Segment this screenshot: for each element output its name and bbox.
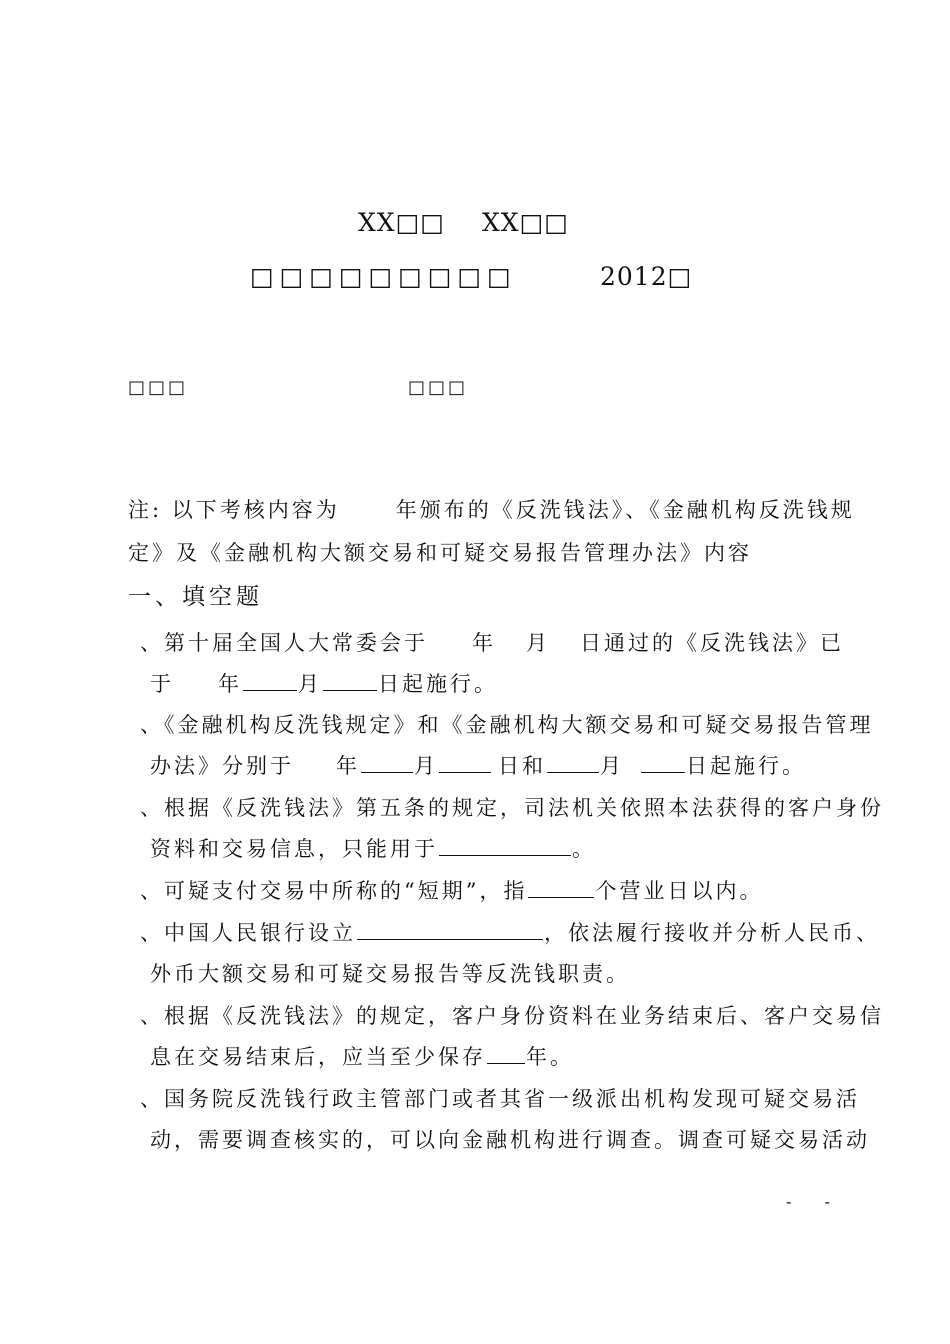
- q5-text-b: ，依法履行接收并分析人民币、: [544, 921, 880, 945]
- q2-blank-day-2[interactable]: [641, 750, 685, 773]
- q5-blank-institution[interactable]: [357, 917, 543, 940]
- q6-text-b: 息在交易结束后，应当至少保存: [150, 1045, 486, 1069]
- q1-text-b: 年: [472, 631, 496, 655]
- question-4-line1: [140, 875, 763, 905]
- info-field-name: □□□: [128, 377, 189, 398]
- q2-blank-month-2[interactable]: [547, 750, 599, 773]
- q4-text-b: 个营业日以内。: [595, 879, 764, 903]
- info-field-score: □□□: [408, 377, 469, 398]
- note-line1: [128, 494, 855, 524]
- title-line1-left: XX□□: [358, 208, 445, 237]
- q3-text-b: 资料和交易信息，只能用于: [150, 837, 438, 861]
- q3-text-c: 。: [572, 837, 596, 861]
- q1-text-e: 于: [150, 672, 174, 696]
- question-7-line2: 动，需要调查核实的，可以向金融机构进行调查。调查可疑交易活动: [150, 1128, 870, 1152]
- title-line2-left: □□□□□□□□□: [250, 262, 517, 291]
- q1-text-c: 月: [526, 631, 550, 655]
- q6-blank-years[interactable]: [487, 1041, 525, 1064]
- note-line1-text-a: 注: 以下考核内容为: [128, 498, 340, 522]
- question-7-line1: 、国务院反洗钱行政主管部门或者其省一级派出机构发现可疑交易活: [140, 1087, 860, 1111]
- title-line2-year: 2012□: [600, 262, 693, 291]
- q1-text-d: 日通过的《反洗钱法》已: [580, 631, 844, 655]
- q1-text-f: 年: [218, 672, 242, 696]
- note-line2: 定》及《金融机构大额交易和可疑交易报告管理办法》内容: [128, 541, 752, 565]
- q2-blank-month-1[interactable]: [361, 750, 413, 773]
- q2-text-f: 月: [600, 754, 624, 778]
- note-line1-text-b: 年颁布的《反洗钱法》、《金融机构反洗钱规: [395, 498, 855, 522]
- q3-blank-purpose[interactable]: [439, 833, 571, 856]
- question-1-line1: [140, 627, 844, 657]
- title-line1-right: XX□□: [482, 208, 569, 237]
- q4-text-a: 、可疑支付交易中所称的“短期”，指: [140, 879, 528, 903]
- q2-blank-day-1[interactable]: [439, 750, 491, 773]
- q2-text-b: 办法》分别于: [150, 754, 294, 778]
- q5-text-a: 、中国人民银行设立: [140, 921, 356, 945]
- question-2-line1: 、《金融机构反洗钱规定》和《金融机构大额交易和可疑交易报告管理: [140, 713, 874, 737]
- question-1-line2: [150, 668, 498, 698]
- question-3-line2: [150, 833, 596, 863]
- question-5-line1: [140, 917, 880, 947]
- q2-text-e: 日和: [498, 754, 546, 778]
- q1-blank-day[interactable]: [323, 668, 377, 691]
- question-2-line2: [150, 750, 806, 780]
- q1-text-g: 月: [298, 672, 322, 696]
- question-6-line2: [150, 1041, 574, 1071]
- q1-text-h: 日起施行。: [378, 672, 498, 696]
- q2-text-d: 月: [414, 754, 438, 778]
- q2-text-c: 年: [336, 754, 360, 778]
- q2-text-g: 日起施行。: [686, 754, 806, 778]
- q1-text-a: 、第十届全国人大常委会于: [140, 631, 428, 655]
- question-3-line1: 、根据《反洗钱法》第五条的规定，司法机关依照本法获得的客户身份: [140, 796, 884, 820]
- q6-text-c: 年。: [526, 1045, 574, 1069]
- q1-blank-month[interactable]: [243, 668, 297, 691]
- page-number-marker: - -: [786, 1192, 844, 1211]
- section-heading-fill-blank: 一、填空题: [128, 584, 263, 610]
- question-5-line2: 外币大额交易和可疑交易报告等反洗钱职责。: [150, 962, 630, 986]
- q4-blank-days[interactable]: [528, 875, 594, 898]
- question-6-line1: 、根据《反洗钱法》的规定，客户身份资料在业务结束后、客户交易信: [140, 1004, 884, 1028]
